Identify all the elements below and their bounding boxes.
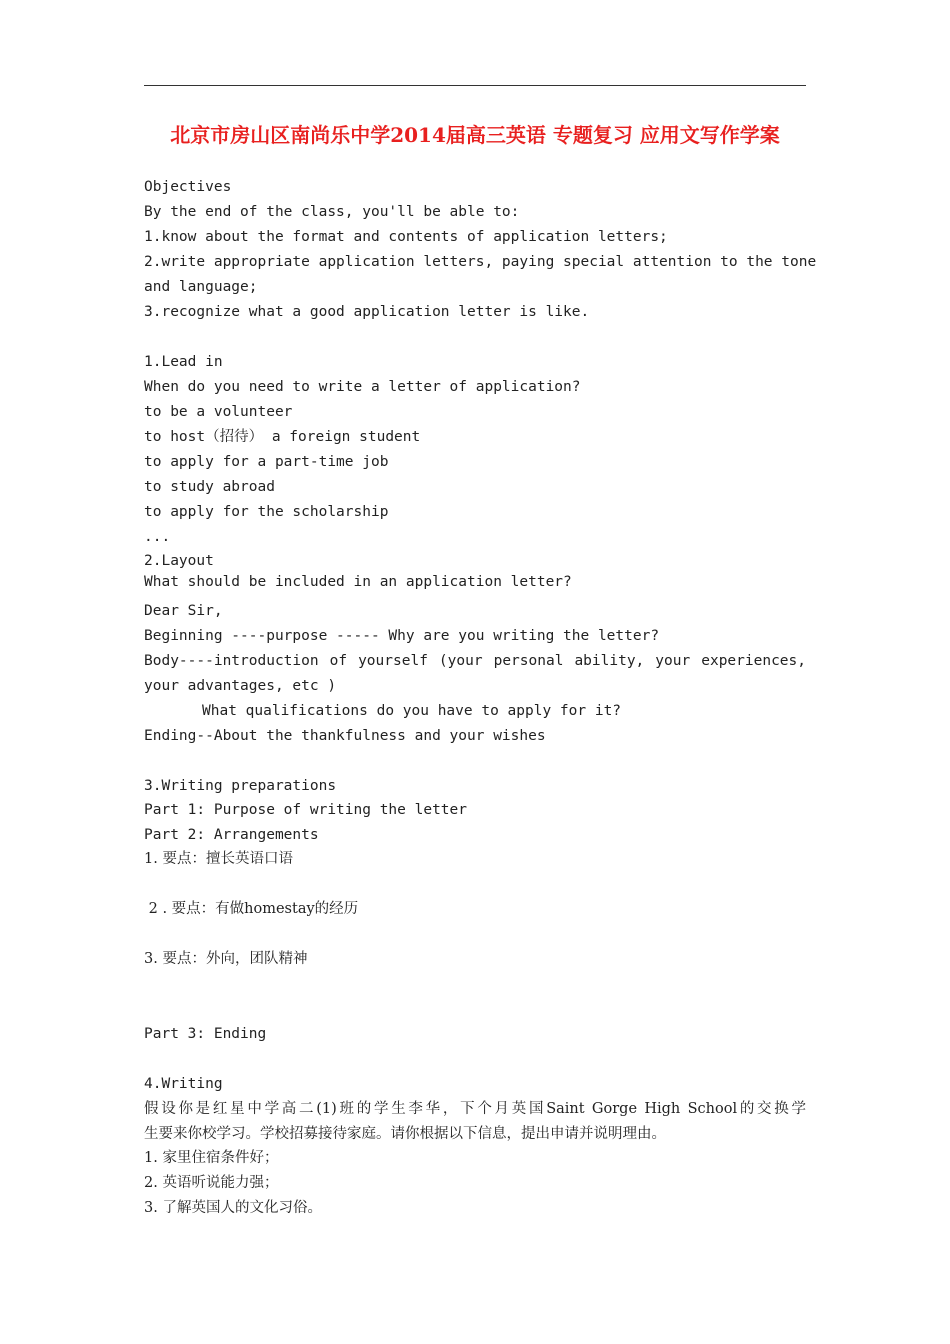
section-heading-writing: 4.Writing xyxy=(144,1076,223,1092)
layout-question: What should be included in an application letter? xyxy=(144,574,572,590)
section-heading-lead-in: 1.Lead in xyxy=(144,354,223,370)
part-heading: Part 2: Arrangements xyxy=(144,827,319,843)
writing-info-item: 1. 家里住宿条件好； xyxy=(144,1150,279,1166)
list-item: to apply for the scholarship xyxy=(144,504,389,520)
part-heading: Part 1: Purpose of writing the letter xyxy=(144,802,468,818)
part-heading: Part 3: Ending xyxy=(144,1026,267,1042)
layout-ending: Ending--About the thankfulness and your wishes xyxy=(144,728,546,744)
header-rule xyxy=(144,85,806,86)
section-heading-layout: 2.Layout xyxy=(144,553,214,569)
objectives-heading: Objectives xyxy=(144,179,232,195)
ellipsis: ... xyxy=(144,529,171,545)
key-point: 2 . 要点：有做homestay的经历 xyxy=(144,901,359,917)
writing-info-item: 3. 了解英国人的文化习俗。 xyxy=(144,1200,322,1216)
key-point: 1. 要点：擅长英语口语 xyxy=(144,851,293,867)
salutation: Dear Sir, xyxy=(144,603,223,619)
objective-item: 2.write appropriate application letters, paying special attention to the tone xyxy=(144,254,817,270)
lead-in-question: When do you need to write a letter of application? xyxy=(144,379,581,395)
section-heading-preparations: 3.Writing preparations xyxy=(144,778,337,794)
writing-prompt-continued: 生要来你校学习。学校招募接待家庭。请你根据以下信息，提出申请并说明理由。 xyxy=(144,1126,666,1142)
layout-body-continued: your advantages, etc ) xyxy=(144,678,337,694)
list-item: to study abroad xyxy=(144,479,275,495)
objective-item-continued: and language; xyxy=(144,279,258,295)
objectives-intro: By the end of the class, you'll be able to: xyxy=(144,204,520,220)
writing-info-item: 2. 英语听说能力强； xyxy=(144,1175,279,1191)
layout-body-question: What qualifications do you have to apply for it? xyxy=(202,703,622,719)
objective-item: 1.know about the format and contents of application letters; xyxy=(144,229,668,245)
list-item: to apply for a part-time job xyxy=(144,454,389,470)
key-point: 3. 要点：外向，团队精神 xyxy=(144,951,308,967)
layout-body: Body----introduction of yourself (your personal ability, your experiences, xyxy=(144,653,806,669)
writing-prompt: 假设你是红星中学高二(1)班的学生李华，下个月英国Saint Gorge High School的交换学 xyxy=(144,1101,806,1117)
layout-beginning: Beginning ----purpose ----- Why are you writing the letter? xyxy=(144,628,660,644)
objective-item: 3.recognize what a good application letter is like. xyxy=(144,304,590,320)
list-item: to be a volunteer xyxy=(144,404,293,420)
list-item: to host（招待） a foreign student xyxy=(144,429,421,445)
document-title: 北京市房山区南尚乐中学2014届高三英语 专题复习 应用文写作学案 xyxy=(170,123,780,147)
